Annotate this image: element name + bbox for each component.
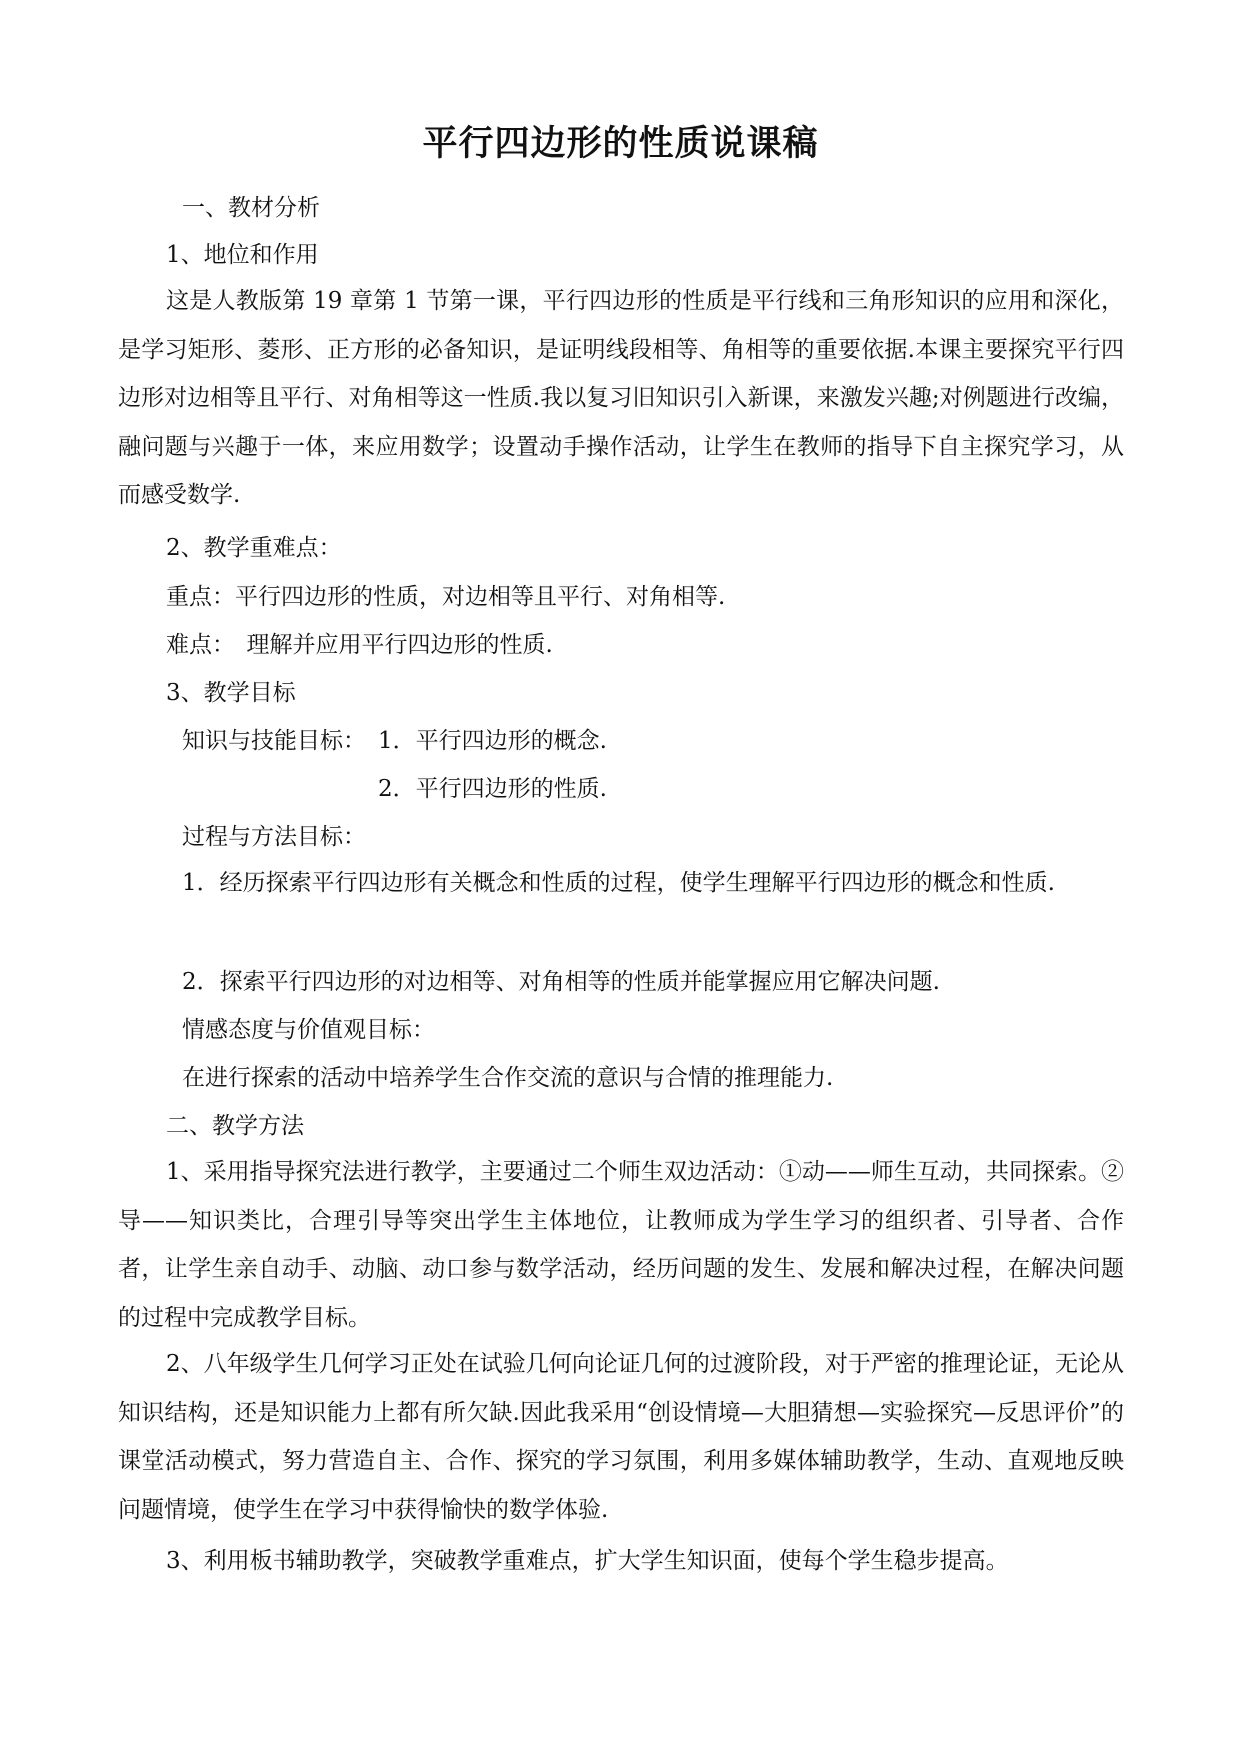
section-2-heading: 二、教学方法 — [166, 1113, 304, 1139]
key-point: 重点：平行四边形的性质，对边相等且平行、对角相等. — [166, 584, 726, 610]
knowledge-goal-2: 2．平行四边形的性质. — [378, 776, 607, 802]
section-1-heading: 一、教材分析 — [182, 195, 320, 221]
emotion-goal-label: 情感态度与价值观目标： — [182, 1017, 435, 1043]
subsection-3-heading: 3、教学目标 — [166, 680, 296, 706]
method-paragraph-1: 1、采用指导探究法进行教学，主要通过二个师生双边活动：①动——师生互动，共同探索。②导——知识类比，合理引导等突出学生主体地位，让教师成为学生学习的组织者、引导者、合作者，让学生亲自动手、动脑、动口参与数学活动，经历问题的发生、发展和解决过程，在解决问题的过程中完成教学目标。 — [118, 1159, 1124, 1331]
knowledge-goal-label: 知识与技能目标： — [182, 728, 366, 754]
process-goal-label: 过程与方法目标： — [182, 824, 366, 850]
knowledge-goal-1: 1．平行四边形的概念. — [378, 728, 607, 754]
emotion-goal-text: 在进行探索的活动中培养学生合作交流的意识与合情的推理能力. — [182, 1065, 834, 1091]
method-paragraph-3: 3、利用板书辅助教学，突破教学重难点，扩大学生知识面，使每个学生稳步提高。 — [166, 1548, 1009, 1574]
document-title: 平行四边形的性质说课稿 — [422, 123, 819, 164]
method-paragraph-2: 2、八年级学生几何学习正处在试验几何向论证几何的过渡阶段，对于严密的推理论证，无论从知识结构，还是知识能力上都有所欠缺.因此我采用“创设情境—大胆猜想—实验探究—反思评价”的课堂活动模式，努力营造自主、合作、探究的学习氛围，利用多媒体辅助教学，生动、直观地反映问题情境，使学生在学习中获得愉快的数学体验. — [118, 1351, 1124, 1523]
subsection-1-heading: 1、地位和作用 — [166, 242, 319, 268]
process-goal-2: 2．探索平行四边形的对边相等、对角相等的性质并能掌握应用它解决问题. — [182, 969, 940, 995]
subsection-1-paragraph: 这是人教版第 19 章第 1 节第一课，平行四边形的性质是平行线和三角形知识的应用和深化，是学习矩形、菱形、正方形的必备知识，是证明线段相等、角相等的重要依据.本课主要探究平行四边形对边相等且平行、对角相等这一性质.我以复习旧知识引入新课，来激发兴趣;对例题进行改编，融问题与兴趣于一体，来应用数学；设置动手操作活动，让学生在教师的指导下自主探究学习，从而感受数学. — [118, 288, 1124, 508]
subsection-2-heading: 2、教学重难点： — [166, 535, 342, 561]
difficult-point: 难点： 理解并应用平行四边形的性质. — [166, 632, 553, 658]
process-goal-1: 1．经历探索平行四边形有关概念和性质的过程，使学生理解平行四边形的概念和性质. — [182, 870, 1055, 896]
